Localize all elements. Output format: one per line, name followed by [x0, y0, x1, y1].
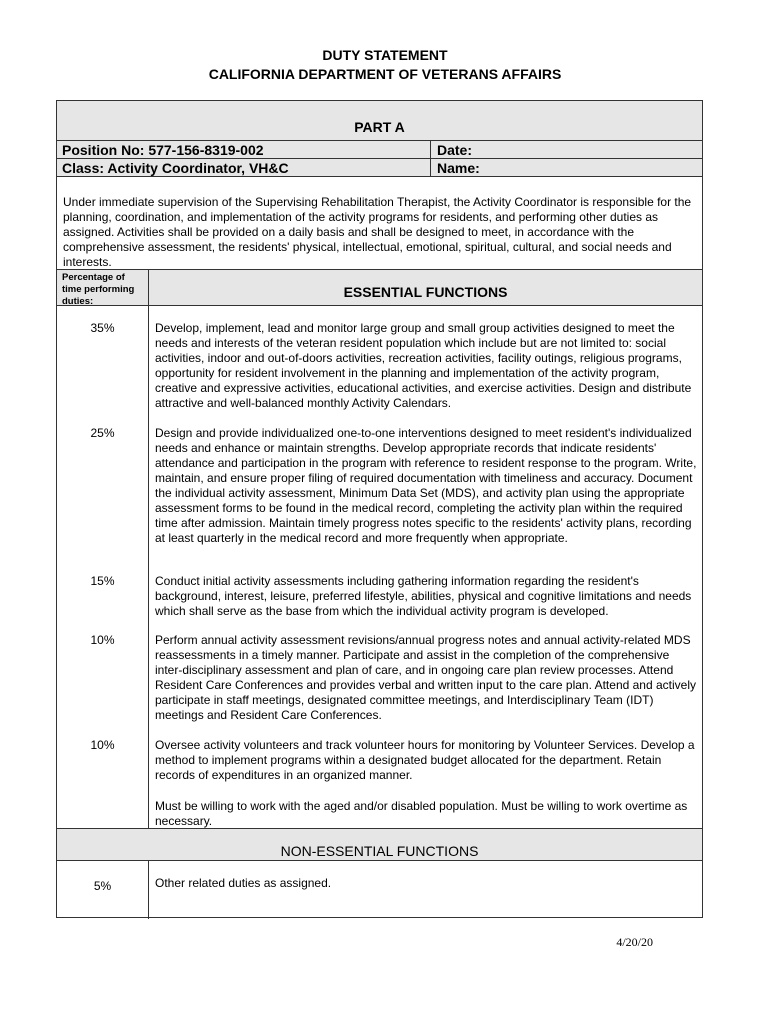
- duty-percentage: 10%: [90, 633, 115, 647]
- duty-statement-table: [56, 100, 703, 918]
- name-label: Name:: [437, 160, 480, 176]
- duty-description: Other related duties as assigned.: [155, 876, 332, 890]
- duty-percentage: 10%: [90, 738, 115, 752]
- duty-description: Oversee activity volunteers and track volunteer hours for monitoring by Volunteer Services. Develop a method to implement programs within a designated budget allocated for the department. Retain records of expenditures in an organized manner.: [155, 738, 695, 782]
- duty-percentage: 5%: [93, 879, 112, 893]
- duty-percentage: 25%: [90, 426, 115, 440]
- part-a-heading: PART A: [354, 119, 405, 135]
- duty-description: Design and provide individualized one-to-one interventions designed to meet resident's individualized needs and enhance or maintain strengths. Develop appropriate records that indicate residents' attendance and participation in the program with reference to resident response to the program. Write, maintain, and ensure proper filing of required documentation with timeliness and accuracy. Document the individual activity assessment, Minimum Data Set (MDS), and activity plan using the appropriate assessment forms to be found in the medical record, completing the activity plan within the required time after admission. Maintain timely progress notes specific to the residents' activity plans, recording at least quarterly in the medical record and more frequently when appropriate.: [155, 426, 697, 545]
- department-name: CALIFORNIA DEPARTMENT OF VETERANS AFFAIRS: [208, 66, 562, 82]
- revision-date: 4/20/20: [616, 935, 653, 949]
- duty-description: Develop, implement, lead and monitor large group and small group activities designed to meet the needs and interests of the veteran resident population which include but are not limited to: social activities, indoor and out-of-doors activities, recreation activities, facility outings, religious programs, opportunity for resident involvement in the planning and implementation of the activity program, creative and expressive activities, educational activities, and exercise activities. Design and distribute attractive and well-balanced monthly Activity Calendars.: [155, 321, 692, 410]
- info-divider: [430, 141, 431, 177]
- duty-percentage: 35%: [90, 321, 115, 335]
- position-row: [57, 141, 702, 159]
- non-essential-functions-header: [57, 828, 702, 861]
- percentage-column-label: Percentage of time performing duties:: [62, 272, 135, 307]
- class-row: [57, 159, 702, 177]
- essential-functions-title: ESSENTIAL FUNCTIONS: [343, 284, 508, 300]
- document-title: DUTY STATEMENT: [322, 47, 448, 63]
- duty-percentage: 15%: [90, 574, 115, 588]
- class-title: Class: Activity Coordinator, VH&C: [62, 160, 289, 176]
- date-label: Date:: [437, 142, 473, 158]
- duty-requirement-note: Must be willing to work with the aged and/or disabled population. Must be willing to work overtime as necessary.: [155, 799, 688, 828]
- non-essential-functions-title: NON-ESSENTIAL FUNCTIONS: [280, 843, 479, 859]
- position-number: Position No: 577-156-8319-002: [62, 142, 264, 158]
- duty-description: Perform annual activity assessment revisions/annual progress notes and annual activity-related MDS reassessments in a timely manner. Participate and assist in the completion of the comprehensive inter-disciplinary assessment and plan of care, and in ongoing care plan review processes. Attend Resident Care Conferences and provides verbal and written input to the care plan. Attend and actively participate in staff meetings, designated committee meetings, and Interdisciplinary Team (IDT) meetings and Resident Care Conferences.: [155, 633, 696, 722]
- percentage-column-divider: [148, 269, 149, 919]
- position-summary: Under immediate supervision of the Supervising Rehabilitation Therapist, the Activity Coordinator is responsible for the planning, coordination, and implementation of the activity programs for residents, and performing other duties as assigned. Activities shall be provided on a daily basis and shall be designed to meet, in accordance with the comprehensive assessment, the residents' physical, intellectual, emotional, spiritual, cultural, and social needs and interests.: [63, 195, 692, 269]
- duty-description: Conduct initial activity assessments including gathering information regarding the resident's background, interest, leisure, preferred lifestyle, abilities, physical and cognitive limitations and needs which shall serve as the base from which the individual activity program is developed.: [155, 574, 692, 618]
- essential-functions-header: [57, 269, 702, 306]
- part-a-band: [57, 101, 702, 141]
